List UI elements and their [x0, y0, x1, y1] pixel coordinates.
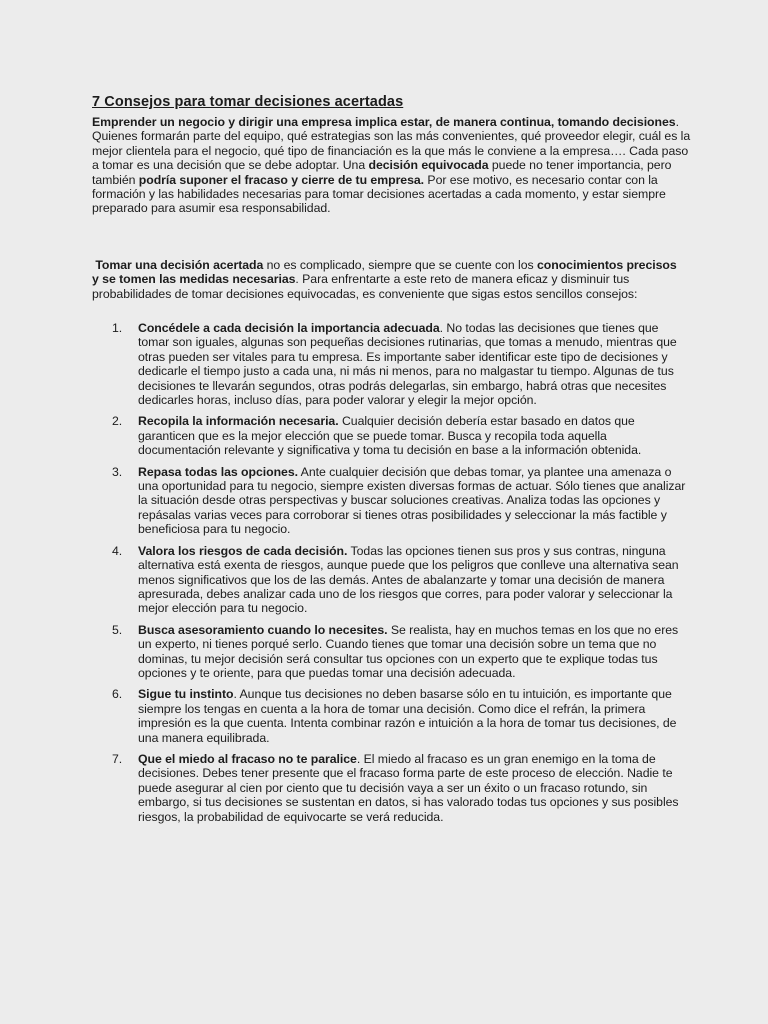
tip-text: Se realista, hay en muchos temas en los que no eres un experto, ni tienes porqué serlo. Cuando tienes que tomar una decisión sobre un tema que no dominas, tu mejor decisión será consultar tus opciones con un experto que te explique todas tus opciones y te oriente, para que puedas tomar una decisión adecuada.: [138, 622, 679, 680]
intro-bold-3: podría suponer el fracaso y cierre de tu empresa.: [138, 172, 425, 187]
tip-heading: Que el miedo al fracaso no te paralice: [138, 751, 357, 766]
tip-heading: Valora los riesgos de cada decisión.: [138, 543, 348, 558]
list-number: 2.: [112, 414, 123, 429]
list-number: 7.: [112, 751, 123, 766]
tip-heading: Concédele a cada decisión la importancia adecuada: [138, 321, 440, 335]
tips-list: [92, 321, 687, 831]
tip-text: . El miedo al fracaso es un gran enemigo en la toma de decisiones. Debes tener presente que el fracaso forma parte de este proceso de elección. Nadie te puede asegurar al cien por ciento que tu decisión vaya a ser un éxito o un fracaso rotundo, sin embargo, si tus decisiones se sustentan en datos, si has valorado todas tus opciones y sus posibles riesgos, la probabilidad de equivocarte se verá reducida.: [138, 751, 679, 824]
second-bold-1: Tomar una decisión acertada: [95, 258, 264, 272]
document-title: 7 Consejos para tomar decisiones acertadas: [92, 94, 404, 110]
tip-heading: Recopila la información necesaria.: [138, 414, 339, 429]
tip-heading: Repasa todas las opciones.: [138, 464, 298, 479]
second-text-1: no es complicado, siempre que se cuente con los: [263, 258, 537, 272]
tip-text: . No todas las decisiones que tienes que tomar son iguales, algunas son pequeñas decisiones rutinarias, que tomas a menudo, mientras que otras pueden ser vitales para tu empresa. Es importante saber identificar este tipo de decisiones y dedicarle el tiempo justo a cada una, ni más ni menos, para no malgastar tu tiempo. Algunas de tus decisiones te llevarán segundos, otras podrás delegarlas, sin embargo, habrá otras que necesites dedicarles horas, incluso días, para poder valorar y elegir la mejor opción.: [138, 321, 677, 408]
intro-bold-2: decisión equivocada: [368, 158, 489, 173]
list-item: [92, 752, 687, 824]
tip-heading: Busca asesoramiento cuando lo necesites.: [138, 622, 388, 637]
second-text-2: . Para enfrentarte a este reto de manera eficaz y disminuir tus probabilidades de tomar decisiones equivocadas, es conveniente que sigas estos sencillos consejos:: [92, 272, 638, 301]
intro-text-1: . Quienes formarán parte del equipo, qué estrategias son las más convenientes, qué proveedor elegir, cuál es la mejor clientela para el negocio, qué tipo de financiación es la que más le conviene a la empresa…. Cada paso a tomar es una decisión que se debe adoptar. Una: [92, 115, 691, 173]
tip-text: Ante cualquier decisión que debas tomar, ya plantee una amenaza o una oportunidad para tu negocio, siempre existen diversas formas de actuar. Sólo tienes que analizar la situación desde otras perspectivas y buscar soluciones creativas. Analiza todas las opciones y repásalas varias veces para corroborar si tienes otras posibilidades y seleccionar la más factible y beneficiosa para tu negocio.: [138, 464, 686, 537]
tip-text: Cualquier decisión debería estar basado en datos que garanticen que es la mejor elección que se puede tomar. Busca y recopila toda aquella documentación relevante y significativa y toma tu decisión en base a la información obtenida.: [138, 414, 642, 458]
tip-text: Todas las opciones tienen sus pros y sus contras, ninguna alternativa está exenta de riesgos, aunque puede que los peligros que conlleve una alternativa sean menos significativos que los de las demás. Antes de abalanzarte y tomar una decisión de manera apresurada, debes analizar cada uno de los riesgos que corres, para poder valorar y seleccionar la mejor elección para tu negocio.: [138, 543, 679, 616]
list-number: 4.: [112, 543, 123, 558]
list-item: [92, 465, 687, 537]
second-bold-2: conocimientos precisos y se tomen las medidas necesarias: [92, 258, 677, 287]
list-item: [92, 414, 687, 457]
list-item: [92, 623, 687, 681]
list-number: 1.: [112, 321, 123, 335]
list-item: [92, 321, 687, 407]
intro-text-3: Por ese motivo, es necesario contar con la formación y las habilidades necesarias para tomar decisiones acertadas a cada momento, y estar siempre preparado para asumir esa responsabilidad.: [92, 172, 666, 216]
intro-bold-1: Emprender un negocio y dirigir una empresa implica estar, de manera continua, tomando decisiones: [92, 115, 676, 129]
list-number: 6.: [112, 687, 123, 702]
intro-paragraph: [92, 115, 692, 216]
list-item: [92, 544, 687, 616]
list-number: 5.: [112, 622, 123, 637]
list-item: [92, 687, 687, 745]
intro-text-2: puede no tener importancia, pero también: [92, 158, 672, 187]
tip-heading: Sigue tu instinto: [138, 687, 234, 702]
list-number: 3.: [112, 464, 123, 479]
second-paragraph: [92, 258, 682, 301]
tip-text: . Aunque tus decisiones no deben basarse sólo en tu intuición, es importante que siempre los tengas en cuenta a la hora de tomar una decisión. Como dice el refrán, la primera impresión es la que cuenta. Intenta combinar razón e intuición a la hora de tomar tus decisiones, de una manera equilibrada.: [138, 687, 677, 745]
